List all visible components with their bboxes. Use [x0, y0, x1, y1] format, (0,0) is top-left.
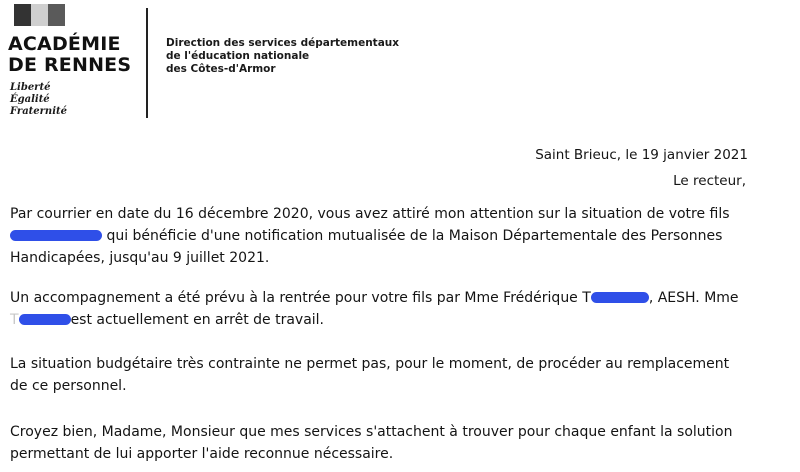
department-line1: Direction des services départementaux — [166, 37, 400, 49]
paragraph-line-text: Un accompagnement a été prévu à la rentrée pour votre fils par Mme Frédérique T — [10, 290, 591, 306]
paragraph-line-text: est actuellement en arrêt de travail. — [70, 312, 325, 328]
motto-egalite: Égalité — [10, 94, 50, 105]
logo-bar-right — [48, 4, 65, 26]
paragraph-line: de ce personnel. — [10, 378, 127, 394]
paragraph-support — [10, 287, 796, 331]
motto-liberte: Liberté — [10, 82, 51, 93]
logo-bar-middle — [31, 4, 48, 26]
academy-name-line1: ACADÉMIE — [8, 33, 121, 55]
department-line2: de l'éducation nationale — [166, 50, 310, 62]
paragraph-line — [10, 287, 796, 309]
paragraph-line — [10, 225, 796, 247]
redacted-aesh-surname — [591, 292, 649, 303]
issuing-department — [166, 37, 399, 76]
paragraph-line: Par courrier en date du 16 décembre 2020, vous avez attiré mon attention sur la situation de votre fils — [10, 206, 730, 222]
header-divider — [146, 8, 148, 118]
signer-title: Le recteur, — [673, 173, 746, 189]
place-and-date: Saint Brieuc, le 19 janvier 2021 — [535, 147, 748, 163]
marianne-logo — [14, 4, 66, 30]
republic-motto — [10, 82, 67, 118]
redacted-aesh-surname — [19, 314, 71, 325]
paragraph-line-text: , AESH. Mme — [648, 290, 739, 306]
paragraph-closing — [10, 421, 796, 465]
paragraph-line: Handicapées, jusqu'au 9 juillet 2021. — [10, 250, 270, 266]
paragraph-request — [10, 203, 796, 269]
paragraph-line: Croyez bien, Madame, Monsieur que mes services s'attachent à trouver pour chaque enfant la solution — [10, 424, 733, 440]
redacted-child-name — [10, 230, 102, 241]
department-line3: des Côtes-d'Armor — [166, 63, 276, 75]
paragraph-line: permettant de lui apporter l'aide reconnue nécessaire. — [10, 446, 394, 462]
paragraph-line-text: qui bénéficie d'une notification mutualisée de la Maison Départementale des Personnes — [102, 228, 723, 244]
academy-name — [8, 34, 131, 76]
paragraph-budget — [10, 353, 796, 397]
motto-fraternite: Fraternité — [10, 106, 67, 117]
paragraph-line — [10, 309, 796, 331]
logo-bar-left — [14, 4, 31, 26]
paragraph-line-text: T — [10, 312, 19, 328]
academy-name-line2: DE RENNES — [8, 54, 132, 76]
paragraph-line: La situation budgétaire très contrainte ne permet pas, pour le moment, de procéder au remplacement — [10, 356, 730, 372]
